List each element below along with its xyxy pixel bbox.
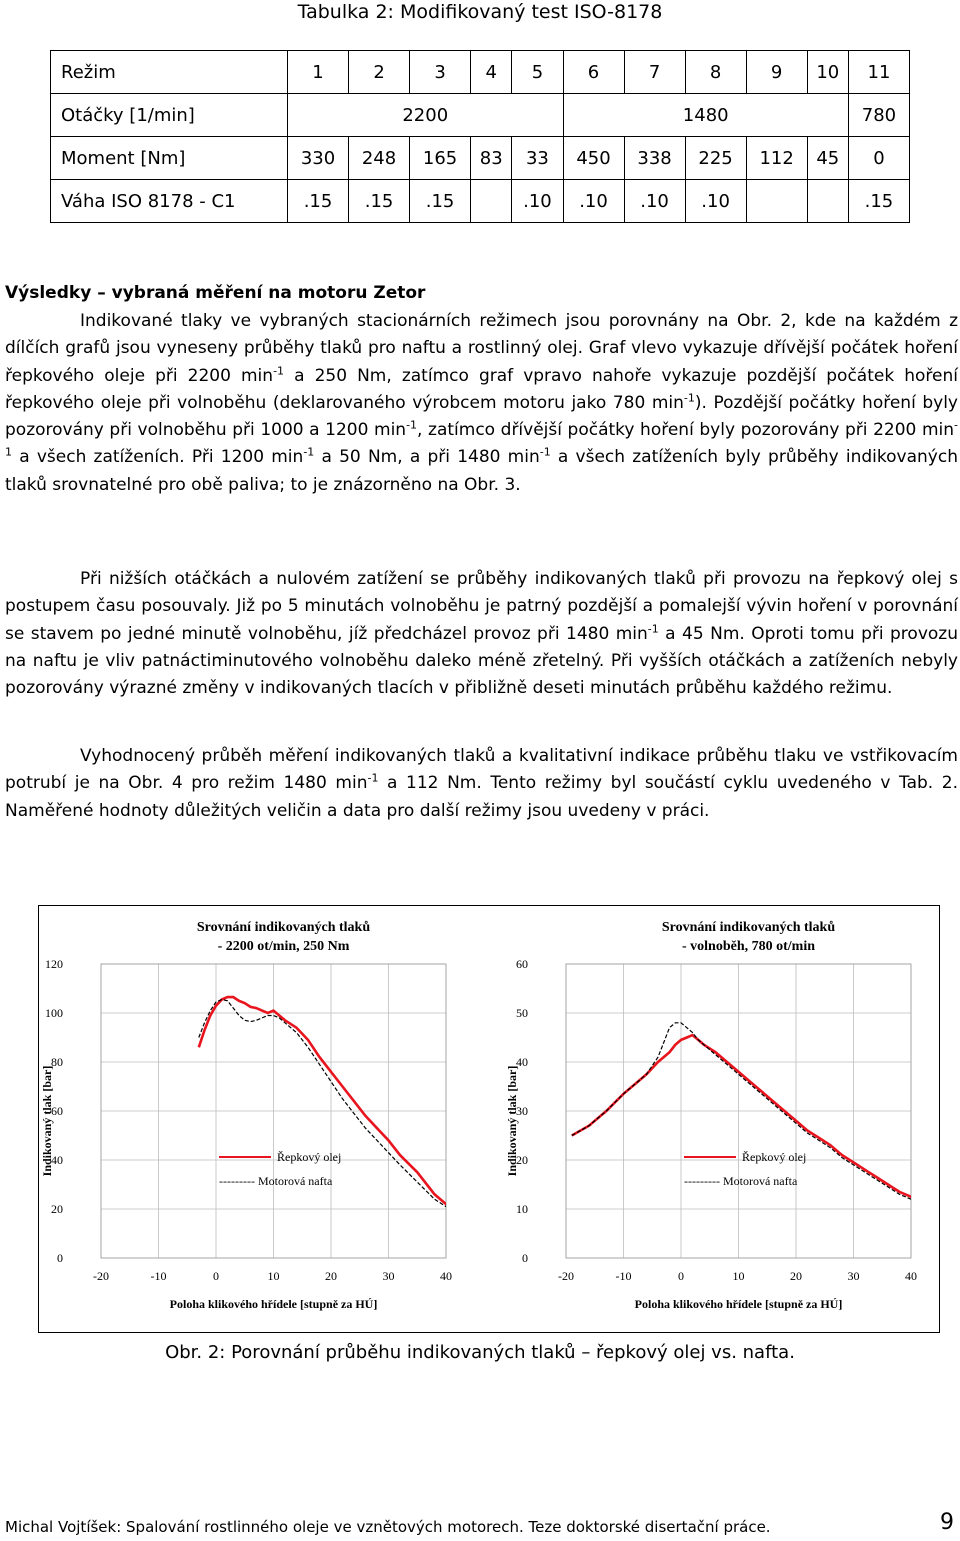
torque-label: Moment [Nm] [51,137,288,180]
charts-svg [39,906,939,1332]
superscript: -1 [273,363,285,377]
superscript: -1 [303,445,315,459]
chart-subtitle: - volnoběh, 780 ot/min [681,939,816,954]
table-row-torque [51,137,910,180]
y-tick-label: 10 [516,1202,528,1216]
torque-cell: 165 [410,137,471,180]
speed-cell: 2200 [288,94,564,137]
regime-cell: 2 [349,51,410,94]
y-tick-label: 50 [516,1006,528,1020]
torque-cell: 248 [349,137,410,180]
x-tick-label: 10 [267,1269,280,1283]
x-tick-label: 0 [213,1269,219,1283]
chart-title: Srovnání indikovaných tlaků [196,920,371,935]
paragraph-3 [5,743,958,825]
weight-cell: .15 [288,180,349,223]
regime-cell: 3 [410,51,471,94]
paragraph-2-text: Při nižších otáčkách a nulovém zatížení se průběhy indikovaných tlaků při provozu na řepkový olej s postupem času posouvaly. Již po 5 minutách volnoběhu je patrný pozdější a pomalejší vývin hoření v porovnání se stavem po jedné minutě volnoběhu, jíž předcházel provoz při 1480 min [5,569,958,644]
x-tick-label: 20 [325,1269,337,1283]
speed-label: Otáčky [1/min] [51,94,288,137]
superscript: -1 [406,418,418,432]
y-axis-label: Indikovaný tlak [bar] [40,1065,54,1177]
superscript: -1 [683,391,695,405]
y-tick-label: 120 [45,957,63,971]
x-axis-label: Poloha klikového hřídele [stupně za HÚ] [169,1297,378,1311]
paragraph-3-text: a 112 Nm. Tento režimy byl součástí cyklu uvedeného v Tab. 2. Naměřené hodnoty důležitých veličin a data pro další režimy jsou uvedeny v práci. [5,773,958,821]
x-tick-label: 40 [905,1269,917,1283]
torque-cell: 338 [624,137,685,180]
speed-cell: 780 [848,94,909,137]
paragraph-1-text: a všech zatíženích byly průběhy indikovaných tlaků srovnatelné pro obě paliva; to je znázorněno na Obr. 3. [5,447,958,495]
weight-cell: .15 [349,180,410,223]
regime-cell: 1 [288,51,349,94]
weight-cell: .15 [848,180,909,223]
legend-label-diesel: --------- Motorová nafta [684,1174,798,1188]
regime-cell: 10 [807,51,848,94]
table-caption: Tabulka 2: Modifikovaný test ISO-8178 [297,1,663,23]
regime-label: Režim [51,51,288,94]
weight-cell: .10 [512,180,563,223]
legend-label-diesel: --------- Motorová nafta [219,1174,333,1188]
chart-title: Srovnání indikovaných tlaků [661,920,836,935]
regime-cell: 8 [685,51,746,94]
chart-subtitle: - 2200 ot/min, 250 Nm [217,939,350,954]
paragraph-1-text: a 50 Nm, a při 1480 min [314,447,540,468]
superscript: -1 [367,771,379,785]
footer-text: Michal Vojtíšek: Spalování rostlinného oleje ve vznětových motorech. Teze doktorské disertační práce. [5,1518,771,1536]
x-axis-label: Poloha klikového hřídele [stupně za HÚ] [634,1297,843,1311]
section-heading: Výsledky – vybraná měření na motoru Zetor [5,283,426,303]
y-tick-label: 80 [51,1055,63,1069]
x-tick-label: -20 [558,1269,574,1283]
y-tick-label: 40 [51,1153,63,1167]
weight-cell: .10 [624,180,685,223]
paragraph-1-text: , zatímco dřívější počátky hoření byly pozorovány při 2200 min [417,420,955,441]
legend-label-rapeseed: Řepkový olej [742,1150,807,1164]
regime-cell: 7 [624,51,685,94]
torque-cell: 33 [512,137,563,180]
paragraph-2 [5,566,958,702]
speed-cell: 1480 [563,94,848,137]
superscript: -1 [647,621,659,635]
y-tick-label: 40 [516,1055,528,1069]
weight-cell: .10 [563,180,624,223]
regime-cell: 11 [848,51,909,94]
superscript: -1 [539,445,551,459]
weight-label: Váha ISO 8178 - C1 [51,180,288,223]
torque-cell: 83 [471,137,512,180]
superscript: -1 [5,418,958,459]
regime-cell: 9 [746,51,807,94]
paragraph-3-text: Vyhodnocený průběh měření indikovaných tlaků a kvalitativní indikace průběhu tlaku ve vstřikovacím potrubí je na Obr. 4 pro režim 1480 min [5,746,958,794]
y-tick-label: 60 [51,1104,63,1118]
paragraph-1-text: ). Pozdější počátky hoření byly pozorovány při volnoběhu při 1000 a 1200 min [5,392,958,441]
x-tick-label: 0 [678,1269,684,1283]
legend-label-rapeseed: Řepkový olej [277,1150,342,1164]
paragraph-2-text: a 45 Nm. Oproti tomu při provozu na naftu je vliv patnáctiminutového volnoběhu daleko méně zřetelný. Při vyšších otáčkách a zatíženích nebyly pozorovány výrazné změny v indikovaných tlacích v přibližně deseti minutách průběhu každého režimu. [5,623,958,699]
page-number: 9 [940,1510,954,1535]
table-row-weight [51,180,910,223]
torque-cell: 45 [807,137,848,180]
y-tick-label: 60 [516,957,528,971]
regime-cell: 4 [471,51,512,94]
y-tick-label: 20 [516,1153,528,1167]
weight-cell: .15 [410,180,471,223]
y-tick-label: 20 [51,1202,63,1216]
y-tick-label: 30 [516,1104,528,1118]
regime-cell: 5 [512,51,563,94]
x-tick-label: 40 [440,1269,452,1283]
paragraph-1 [5,308,958,499]
torque-cell: 112 [746,137,807,180]
torque-cell: 0 [848,137,909,180]
torque-cell: 450 [563,137,624,180]
x-tick-label: 30 [847,1269,860,1283]
table-row-regime [51,51,910,94]
table-row-speed [51,94,910,137]
x-tick-label: -20 [93,1269,109,1283]
y-tick-label: 0 [522,1251,528,1265]
y-axis-label: Indikovaný tlak [bar] [505,1065,519,1177]
regime-cell: 6 [563,51,624,94]
x-tick-label: 20 [790,1269,802,1283]
paragraph-1-text: a všech zatíženích. Při 1200 min [12,447,304,468]
y-tick-label: 100 [45,1006,63,1020]
weight-cell [807,180,848,223]
x-tick-label: 30 [382,1269,395,1283]
x-tick-label: -10 [150,1269,167,1283]
regime-table [50,50,910,223]
torque-cell: 225 [685,137,746,180]
weight-cell [471,180,512,223]
torque-cell: 330 [288,137,349,180]
x-tick-label: -10 [615,1269,632,1283]
paragraph-1-text: a 250 Nm, zatímco graf vpravo nahoře vykazuje pozdější počátek hoření řepkového oleje při volnoběhu (deklarovaného výrobcem motoru jako 780 min [5,365,958,413]
weight-cell: .10 [685,180,746,223]
figure-caption: Obr. 2: Porovnání průběhu indikovaných tlaků – řepkový olej vs. nafta. [165,1342,795,1363]
y-tick-label: 0 [57,1251,63,1265]
figure-charts [38,905,940,1333]
x-tick-label: 10 [732,1269,745,1283]
weight-cell [746,180,807,223]
paragraph-1-text: Indikované tlaky ve vybraných stacionárních režimech jsou porovnány na Obr. 2, kde na každém z dílčích grafů jsou vyneseny průběhy tlaků pro naftu a rostlinný olej. Graf vlevo vykazuje dřívější počátek hoření řepkového oleje při 2200 min [5,311,958,386]
